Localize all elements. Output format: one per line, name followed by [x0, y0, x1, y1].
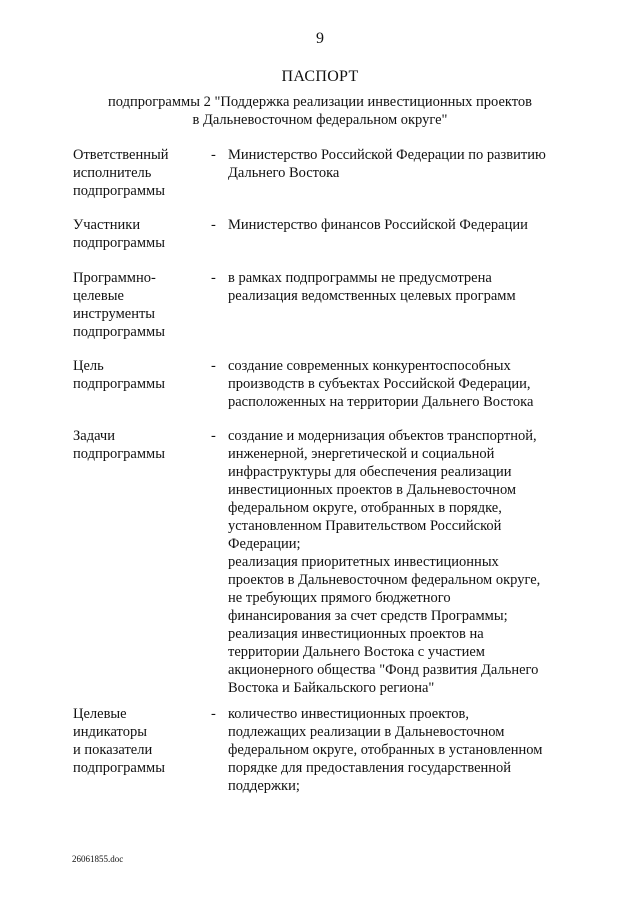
row-dash: - [211, 147, 216, 163]
value-line: реализация приоритетных инвестиционных [228, 554, 499, 570]
value-line: федеральном округе, отобранных в установленном [228, 742, 543, 758]
value-line: федеральном округе, отобранных в порядке, [228, 500, 502, 516]
label-line: подпрограммы [73, 446, 165, 462]
value-line: расположенных на территории Дальнего Востока [228, 394, 534, 410]
row-value [228, 427, 573, 697]
label-line: Задачи [73, 428, 115, 444]
row-label [73, 269, 203, 341]
label-line: Цель [73, 358, 104, 374]
row-dash: - [211, 270, 216, 286]
value-line: акционерного общества "Фонд развития Дальнего [228, 662, 539, 678]
value-line: Востока и Байкальского региона" [228, 680, 435, 696]
value-line: Федерации; [228, 536, 301, 552]
label-line: Участники [73, 217, 141, 233]
label-line: целевые [73, 288, 124, 304]
row-label [73, 216, 203, 252]
row-value [228, 269, 573, 305]
value-line: порядке для предоставления государственной [228, 760, 512, 776]
label-line: подпрограммы [73, 324, 165, 340]
value-line: производств в субъектах Российской Федерации, [228, 376, 531, 392]
label-line: и показатели [73, 742, 153, 758]
value-line: территории Дальнего Востока с участием [228, 644, 485, 660]
value-line: не требующих прямого бюджетного [228, 590, 451, 606]
value-line: создание и модернизация объектов транспортной, [228, 428, 537, 444]
label-line: Программно- [73, 270, 156, 286]
value-line: Дальнего Востока [228, 165, 340, 181]
value-line: проектов в Дальневосточном федеральном округе, [228, 572, 541, 588]
row-dash: - [211, 706, 216, 722]
row-label [73, 705, 203, 777]
row-value [228, 357, 573, 411]
subtitle-line: подпрограммы 2 "Поддержка реализации инвестиционных проектов [108, 94, 532, 110]
row-value [228, 216, 573, 234]
value-line: создание современных конкурентоспособных [228, 358, 511, 374]
row-dash: - [211, 217, 216, 233]
label-line: подпрограммы [73, 760, 165, 776]
label-line: исполнитель [73, 165, 152, 181]
row-value [228, 146, 573, 182]
value-line: реализация ведомственных целевых программ [228, 288, 516, 304]
row-label [73, 357, 203, 393]
label-line: индикаторы [73, 724, 147, 740]
document-title: ПАСПОРТ [281, 68, 359, 85]
value-line: поддержки; [228, 778, 300, 794]
row-value [228, 705, 573, 795]
value-line: Министерство финансов Российской Федерации [228, 217, 528, 233]
row-label [73, 146, 203, 200]
row-dash: - [211, 428, 216, 444]
document-subtitle [0, 93, 640, 129]
row-dash: - [211, 358, 216, 374]
value-line: в рамках подпрограммы не предусмотрена [228, 270, 492, 286]
value-line: подлежащих реализации в Дальневосточном [228, 724, 505, 740]
label-line: подпрограммы [73, 376, 165, 392]
value-line: инженерной, энергетической и социальной [228, 446, 495, 462]
value-line: установленном Правительством Российской [228, 518, 502, 534]
label-line: инструменты [73, 306, 156, 322]
label-line: подпрограммы [73, 183, 165, 199]
value-line: реализация инвестиционных проектов на [228, 626, 484, 642]
value-line: количество инвестиционных проектов, [228, 706, 469, 722]
value-line: Министерство Российской Федерации по развитию [228, 147, 546, 163]
row-label [73, 427, 203, 463]
label-line: Ответственный [73, 147, 169, 163]
document-filename: 26061855.doc [72, 854, 124, 864]
label-line: подпрограммы [73, 235, 165, 251]
label-line: Целевые [73, 706, 127, 722]
subtitle-line: в Дальневосточном федеральном округе" [192, 112, 448, 128]
value-line: инфраструктуры для обеспечения реализации [228, 464, 512, 480]
page-number: 9 [316, 30, 324, 47]
value-line: инвестиционных проектов в Дальневосточном [228, 482, 517, 498]
value-line: финансирования за счет средств Программы; [228, 608, 508, 624]
